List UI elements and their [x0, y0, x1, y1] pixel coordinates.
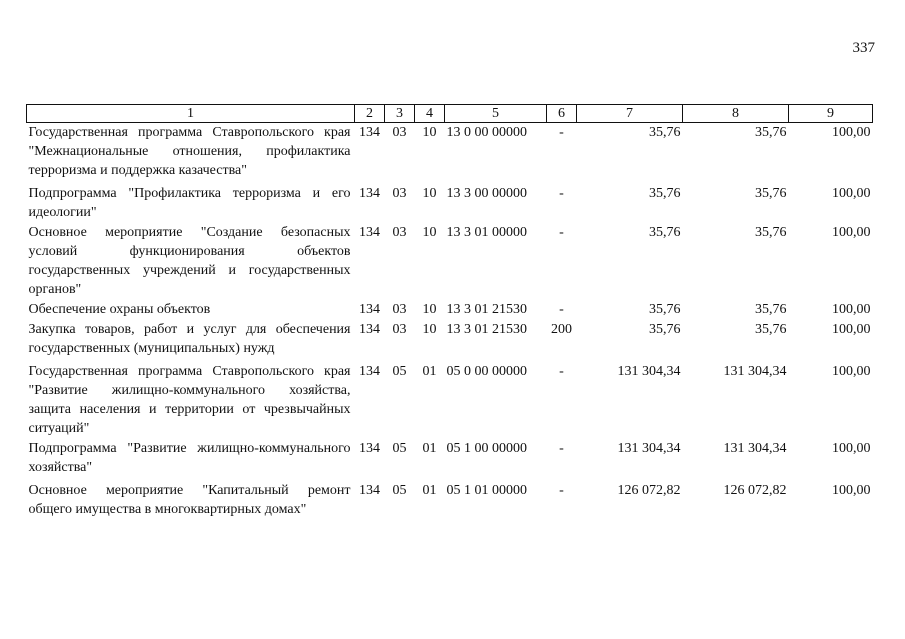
row-target-article-cell: 13 3 01 00000 [446, 225, 527, 240]
column-header: 5 [445, 105, 547, 123]
row-name-cell: Подпрограмма "Профилактика терроризма и его идеологии" [28, 186, 351, 220]
row-percent-cell: 100,00 [832, 441, 871, 456]
row-plan-amount-cell: 35,76 [649, 125, 681, 140]
table-row [27, 300, 873, 320]
row-actual-amount-cell: 35,76 [755, 186, 787, 201]
row-expense-type-cell: - [559, 186, 564, 201]
row-name-cell: Подпрограмма "Развитие жилищно-коммунального хозяйства" [28, 441, 351, 475]
table-row [27, 223, 873, 300]
row-plan-amount-cell: 35,76 [649, 186, 681, 201]
row-actual-amount-cell: 35,76 [755, 225, 787, 240]
row-subsection-cell: 01 [422, 441, 437, 456]
row-subsection-cell: 10 [422, 322, 437, 337]
row-section-cell: 03 [392, 125, 407, 140]
table-body [27, 123, 873, 521]
row-code-cell: 134 [359, 225, 380, 240]
row-code-cell: 134 [359, 364, 380, 379]
row-percent-cell: 100,00 [832, 364, 871, 379]
row-target-article-cell: 13 3 00 00000 [446, 186, 527, 201]
row-expense-type-cell: - [559, 302, 564, 317]
column-header: 1 [27, 105, 355, 123]
row-percent-cell: 100,00 [832, 483, 871, 498]
row-actual-amount-cell: 35,76 [755, 125, 787, 140]
row-subsection-cell: 10 [422, 125, 437, 140]
row-expense-type-cell: - [559, 441, 564, 456]
row-target-article-cell: 13 3 01 21530 [446, 322, 527, 337]
column-header: 6 [547, 105, 577, 123]
row-percent-cell: 100,00 [832, 186, 871, 201]
column-header: 4 [415, 105, 445, 123]
row-percent-cell: 100,00 [832, 322, 871, 337]
column-header: 7 [577, 105, 683, 123]
row-section-cell: 03 [392, 186, 407, 201]
column-header: 8 [683, 105, 789, 123]
budget-table [26, 104, 873, 520]
page-number: 337 [852, 40, 875, 56]
row-code-cell: 134 [359, 483, 380, 498]
row-section-cell: 03 [392, 322, 407, 337]
row-plan-amount-cell: 126 072,82 [617, 483, 681, 498]
column-header: 3 [385, 105, 415, 123]
row-subsection-cell: 10 [422, 302, 437, 317]
row-target-article-cell: 13 0 00 00000 [446, 125, 527, 140]
row-expense-type-cell: - [559, 364, 564, 379]
table-row [27, 362, 873, 439]
row-plan-amount-cell: 131 304,34 [617, 364, 681, 379]
row-expense-type-cell: - [559, 125, 564, 140]
row-target-article-cell: 05 1 00 00000 [446, 441, 527, 456]
row-code-cell: 134 [359, 186, 380, 201]
row-code-cell: 134 [359, 441, 380, 456]
row-expense-type-cell: - [559, 483, 564, 498]
row-subsection-cell: 01 [422, 364, 437, 379]
row-actual-amount-cell: 131 304,34 [723, 441, 787, 456]
header-row [27, 105, 873, 123]
row-section-cell: 03 [392, 225, 407, 240]
row-name-cell: Основное мероприятие "Создание безопасных условий функционирования объектов государственных учреждений и государственных органов" [28, 225, 351, 297]
row-plan-amount-cell: 35,76 [649, 322, 681, 337]
row-name-cell: Основное мероприятие "Капитальный ремонт общего имущества в многоквартирных домах" [28, 483, 351, 517]
row-name-cell: Государственная программа Ставропольского края "Развитие жилищно-коммунального хозяйства, защита населения и территории от чрезвычайных ситуаций" [28, 364, 351, 436]
table-row [27, 439, 873, 481]
column-header: 2 [355, 105, 385, 123]
row-subsection-cell: 01 [422, 483, 437, 498]
row-actual-amount-cell: 126 072,82 [723, 483, 787, 498]
row-plan-amount-cell: 35,76 [649, 225, 681, 240]
row-percent-cell: 100,00 [832, 125, 871, 140]
row-name-cell: Обеспечение охраны объектов [28, 302, 211, 317]
row-percent-cell: 100,00 [832, 302, 871, 317]
column-header: 9 [789, 105, 873, 123]
row-name-cell: Государственная программа Ставропольского края "Межнациональные отношения, профилактика терроризма и поддержка казачества" [28, 125, 351, 178]
row-name-cell: Закупка товаров, работ и услуг для обеспечения государственных (муниципальных) нужд [28, 322, 351, 356]
table-row [27, 320, 873, 362]
row-code-cell: 134 [359, 302, 380, 317]
row-section-cell: 05 [392, 483, 407, 498]
row-actual-amount-cell: 131 304,34 [723, 364, 787, 379]
row-actual-amount-cell: 35,76 [755, 322, 787, 337]
row-expense-type-cell: - [559, 225, 564, 240]
row-code-cell: 134 [359, 322, 380, 337]
row-section-cell: 03 [392, 302, 407, 317]
table-row [27, 481, 873, 520]
row-code-cell: 134 [359, 125, 380, 140]
row-actual-amount-cell: 35,76 [755, 302, 787, 317]
row-plan-amount-cell: 35,76 [649, 302, 681, 317]
row-expense-type-cell: 200 [551, 322, 572, 337]
row-section-cell: 05 [392, 364, 407, 379]
row-target-article-cell: 05 1 01 00000 [446, 483, 527, 498]
row-percent-cell: 100,00 [832, 225, 871, 240]
row-plan-amount-cell: 131 304,34 [617, 441, 681, 456]
row-target-article-cell: 13 3 01 21530 [446, 302, 527, 317]
table-row [27, 184, 873, 223]
row-subsection-cell: 10 [422, 186, 437, 201]
row-section-cell: 05 [392, 441, 407, 456]
table-row [27, 123, 873, 185]
row-subsection-cell: 10 [422, 225, 437, 240]
row-target-article-cell: 05 0 00 00000 [446, 364, 527, 379]
